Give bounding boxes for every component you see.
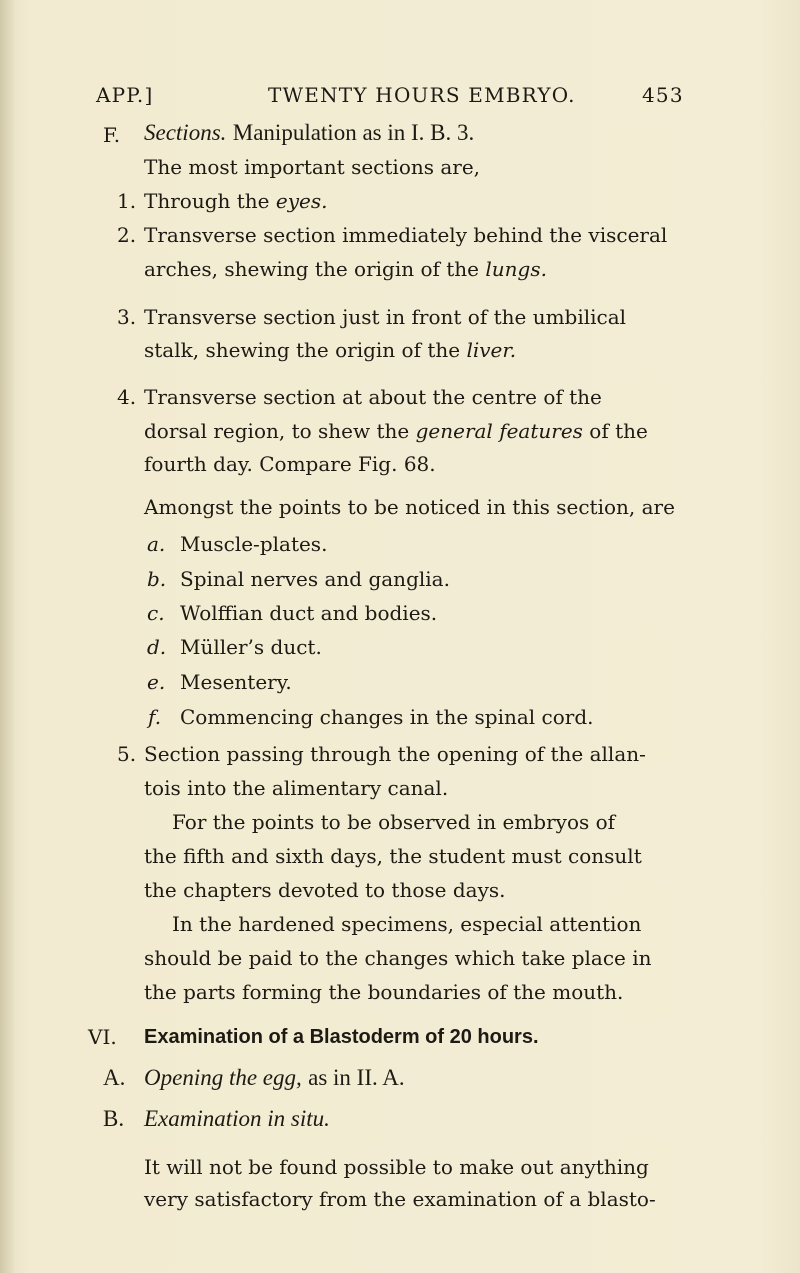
page-number: 453 — [642, 83, 684, 107]
amongst-intro: Amongst the points to be noticed in this section, are — [144, 495, 675, 519]
item-4-line-1: Transverse section at about the centre of the — [144, 385, 602, 409]
sub-item-f-text: Commencing changes in the spinal cord. — [180, 705, 594, 729]
paragraph-2-line-1: In the hardened specimens, especial attention — [172, 912, 642, 936]
section-vi-a-heading — [144, 1066, 405, 1090]
item-4-number: 4. — [117, 385, 137, 409]
item-3-number: 3. — [117, 305, 137, 329]
section-f-heading — [144, 121, 474, 145]
item-5-line-2: tois into the alimentary canal. — [144, 776, 449, 800]
section-vi-title: Examination of a Blastoderm of 20 hours. — [144, 1026, 539, 1048]
item-2-emphasis: lungs. — [485, 257, 547, 281]
item-2-plain: arches, shewing the origin of the — [144, 257, 480, 281]
page-edge-shadow — [0, 0, 14, 1273]
paragraph-2-line-2: should be paid to the changes which take place in — [144, 946, 652, 970]
sub-item-b-text: Spinal nerves and ganglia. — [180, 567, 450, 591]
header-appendix-label: APP.] — [96, 83, 154, 107]
paragraph-2-line-3: the parts forming the boundaries of the mouth. — [144, 980, 624, 1004]
sub-item-e-text: Mesentery. — [180, 670, 292, 694]
item-3-emphasis: liver. — [466, 338, 517, 362]
section-vi-paragraph-line-1: It will not be found possible to make out anything — [144, 1155, 649, 1179]
section-vi-a-label: A. — [103, 1065, 126, 1090]
section-f-title: Sections. — [144, 120, 227, 145]
item-1-plain: Through the — [144, 189, 270, 213]
header-running-title: TWENTY HOURS EMBRYO. — [268, 83, 576, 107]
sub-item-d-label: d. — [147, 635, 167, 659]
item-2-line-2 — [144, 257, 547, 281]
item-4-plain-end: of the — [589, 419, 648, 443]
sub-item-f-label: f. — [148, 705, 162, 729]
item-2-line-1: Transverse section immediately behind the visceral — [144, 223, 668, 247]
paragraph-1-line-1: For the points to be observed in embryos of — [172, 810, 616, 834]
sub-item-c-label: c. — [147, 601, 165, 625]
item-1-emphasis: eyes. — [275, 189, 328, 213]
item-3-line-2 — [144, 338, 516, 362]
section-vi-a-title: Opening the egg, — [144, 1065, 302, 1090]
item-4-line-2 — [144, 419, 648, 443]
sub-item-a-text: Muscle-plates. — [180, 532, 328, 556]
item-1-number: 1. — [117, 189, 137, 213]
item-4-emphasis: general features — [415, 419, 583, 443]
paragraph-1-line-3: the chapters devoted to those days. — [144, 878, 506, 902]
section-f-label: F. — [103, 123, 121, 147]
section-f-intro: The most important sections are, — [144, 155, 481, 179]
sub-item-e-label: e. — [147, 670, 166, 694]
sub-item-c-text: Wolffian duct and bodies. — [180, 601, 438, 625]
item-4-plain: dorsal region, to shew the — [144, 419, 410, 443]
section-vi-number: VI. — [88, 1025, 117, 1049]
item-5-number: 5. — [117, 742, 137, 766]
section-vi-paragraph-line-2: very satisfactory from the examination of a blasto- — [144, 1187, 656, 1211]
section-vi-b-title: Examination in situ. — [144, 1106, 330, 1131]
item-1-text — [144, 189, 327, 213]
section-vi-b-label: B. — [103, 1106, 125, 1131]
item-3-line-1: Transverse section just in front of the umbilical — [144, 305, 627, 329]
sub-item-a-label: a. — [147, 532, 166, 556]
item-4-line-3: fourth day. Compare Fig. 68. — [144, 452, 436, 476]
sub-item-d-text: Müller’s duct. — [180, 635, 322, 659]
item-2-number: 2. — [117, 223, 137, 247]
item-3-plain: stalk, shewing the origin of the — [144, 338, 461, 362]
section-f-text: Manipulation as in I. B. 3. — [232, 120, 475, 145]
section-vi-a-rest: as in II. A. — [308, 1065, 405, 1090]
sub-item-b-label: b. — [147, 567, 167, 591]
paragraph-1-line-2: the fifth and sixth days, the student must consult — [144, 844, 642, 868]
item-5-line-1: Section passing through the opening of the allan- — [144, 742, 646, 766]
